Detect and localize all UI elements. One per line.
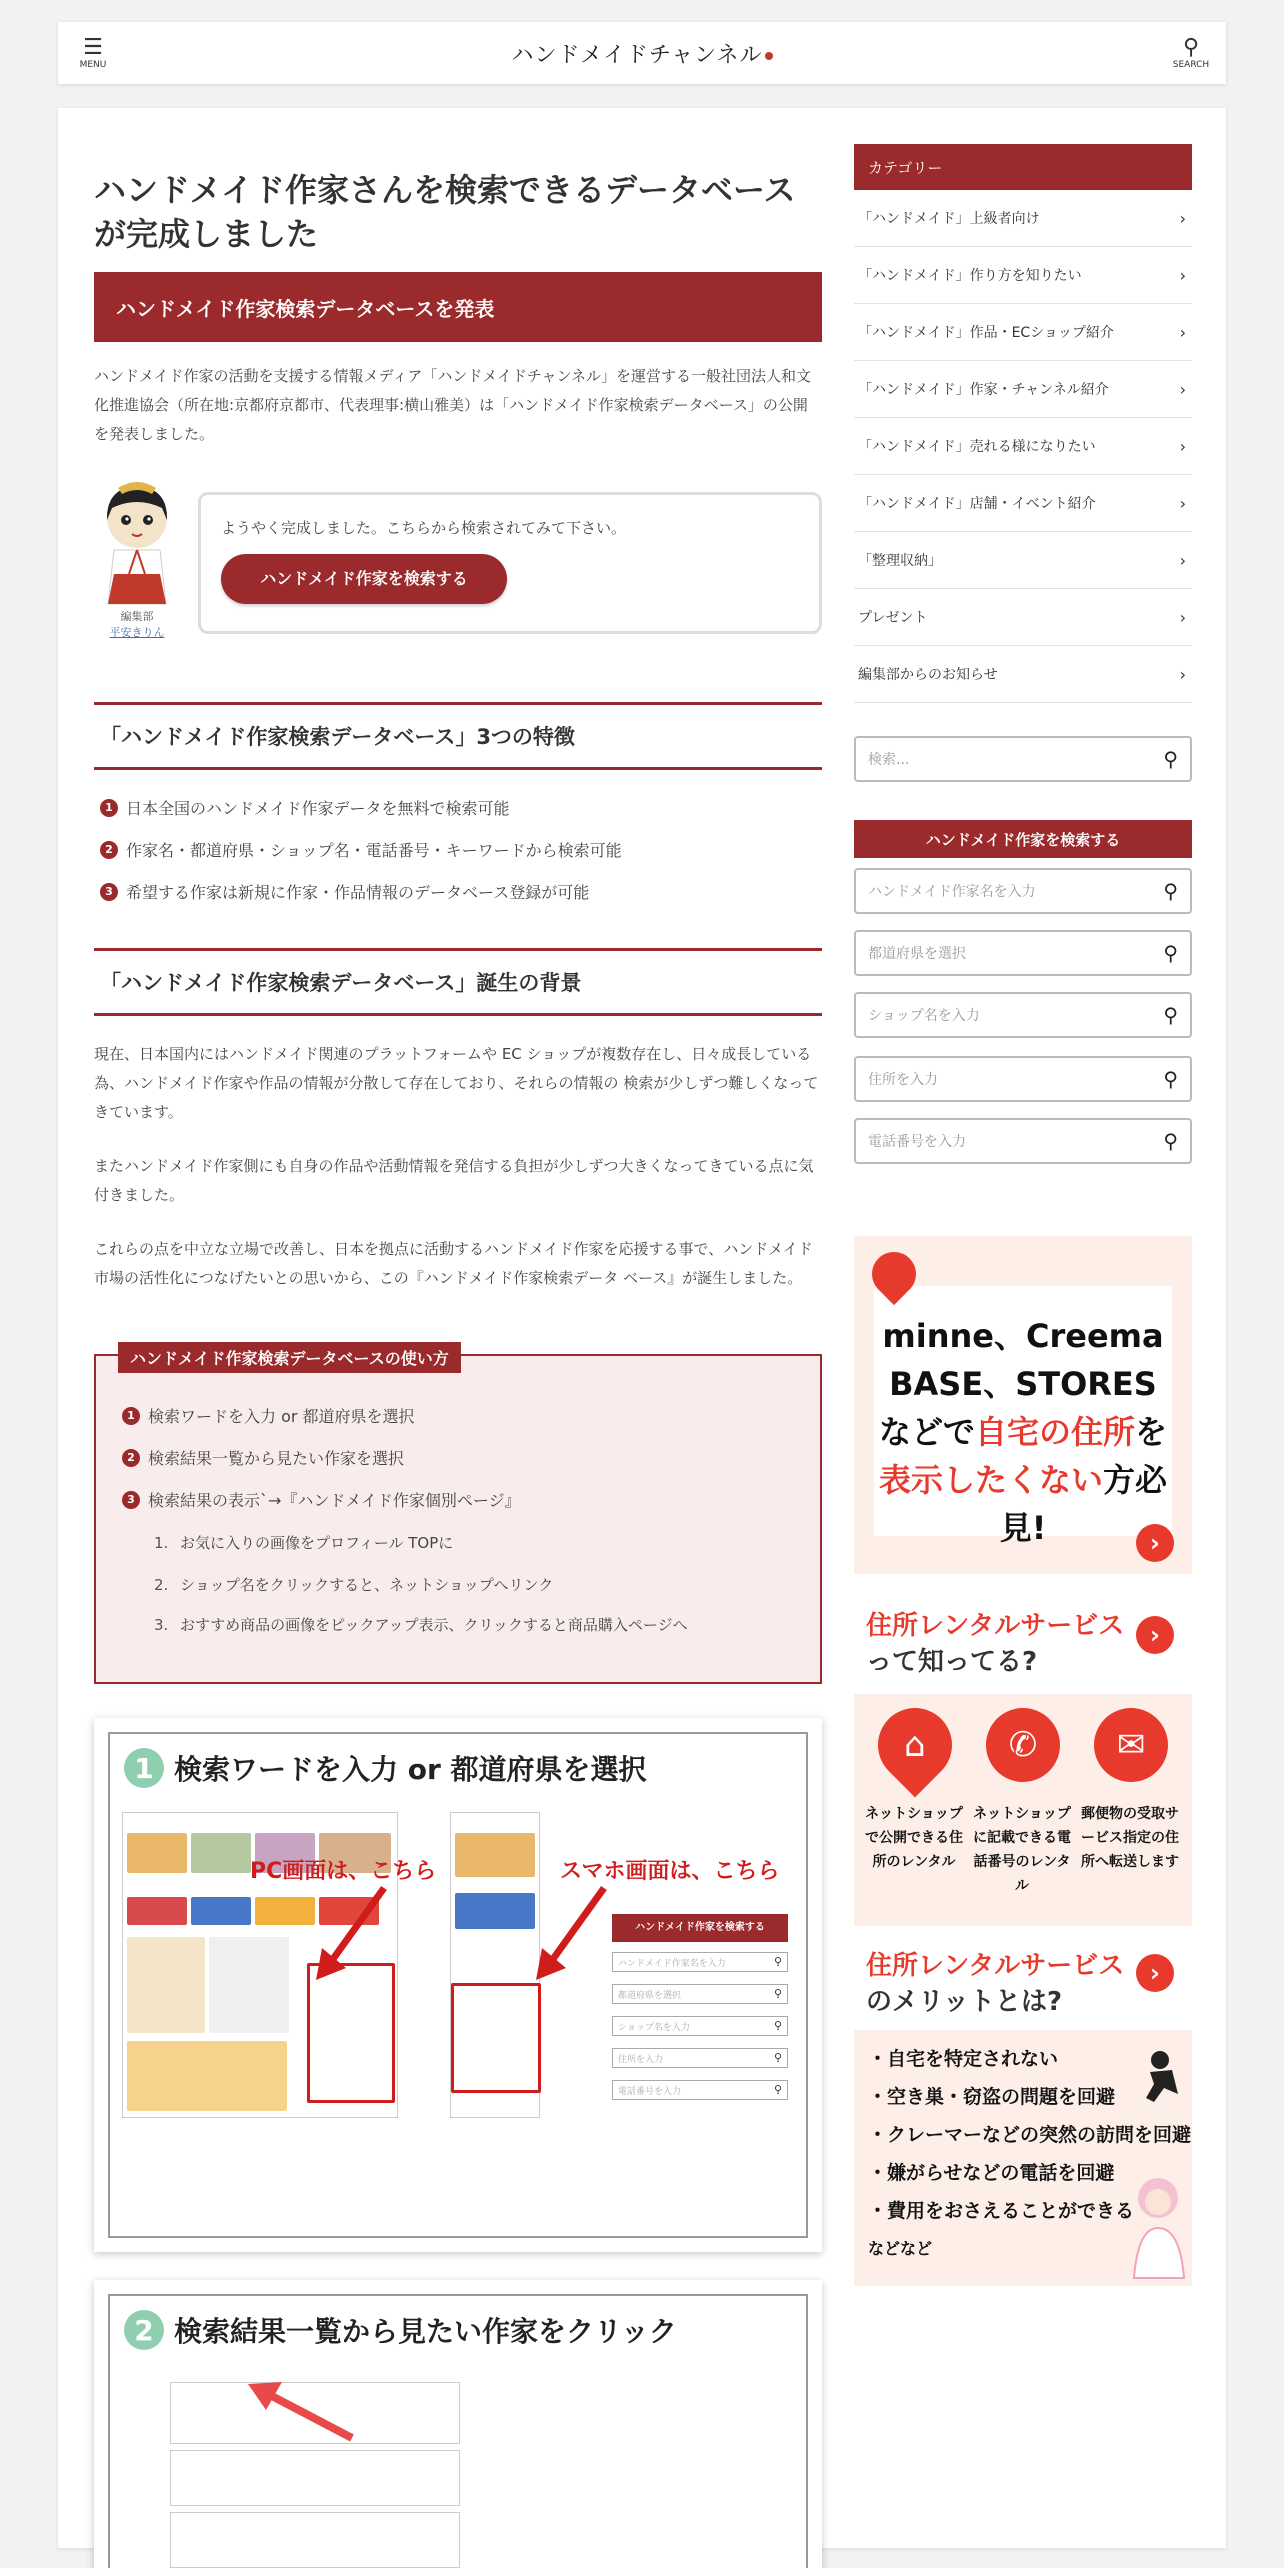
step-number-icon: 1 (124, 1748, 164, 1788)
logo-seal-icon (765, 52, 773, 60)
address-field[interactable] (854, 1056, 1192, 1102)
merit-item: ・クレーマーなどの突然の訪問を回避 (868, 2124, 1192, 2146)
banner-word: を (1135, 1413, 1168, 1451)
category-item[interactable] (854, 646, 1192, 703)
shop-name-field[interactable] (854, 992, 1192, 1038)
usage-step (122, 1488, 521, 1511)
menu-button[interactable] (70, 36, 116, 70)
category-label: 「ハンドメイド」店舗・イベント紹介 (858, 496, 1096, 512)
pc-label: PC画面は、こちら (250, 1859, 437, 1884)
mini-input: 住所を入力 ⚲ (612, 2048, 788, 2068)
sp-arrow-icon (530, 1884, 610, 1984)
author-role: 編集部 (120, 610, 154, 623)
sp-label: スマホ画面は、こちら (560, 1859, 780, 1884)
author-name-field[interactable] (854, 868, 1192, 914)
category-item[interactable] (854, 361, 1192, 418)
speech-balloon (198, 492, 822, 634)
step1-title-text: 検索ワードを入力 or 都道府県を選択 (174, 1753, 647, 1786)
announce-heading: ハンドメイド作家検索データベースを発表 (94, 272, 822, 342)
feature-text: 日本全国のハンドメイド作家データを無料で検索可能 (126, 799, 510, 818)
mini-input: ショップ名を入力 ⚲ (612, 2016, 788, 2036)
banner-line: minne、Creema (882, 1317, 1164, 1355)
screenshot-frame (108, 1732, 808, 2238)
field-placeholder: ハンドメイド作家名を入力 (868, 884, 1036, 900)
category-item[interactable] (854, 190, 1192, 247)
article-title-line2: が完成しました (94, 215, 319, 253)
hamburger-icon: ☰ (83, 35, 103, 60)
banner-word: 自宅の住所 (974, 1413, 1135, 1451)
arrow-right-icon: › (1136, 1524, 1174, 1562)
feature-item (100, 880, 589, 903)
chevron-right-icon: › (1179, 265, 1186, 285)
chevron-right-icon: › (1179, 493, 1186, 513)
category-item[interactable] (854, 304, 1192, 361)
feature-item (100, 838, 622, 861)
arrow-right-icon: › (1136, 1954, 1174, 1992)
category-label: 編集部からのお知らせ (858, 667, 998, 683)
merit-footer: などなど (868, 2239, 933, 2258)
category-label: 「整理収納」 (858, 553, 942, 569)
banner-heading: のメリットとは? (866, 1987, 1063, 2017)
merit-item: ・自宅を特定されない (868, 2048, 1059, 2070)
usage-step-text: 検索結果一覧から見たい作家を選択 (148, 1449, 405, 1468)
usage-step (122, 1446, 404, 1469)
category-item[interactable] (854, 475, 1192, 532)
step1-title (124, 1748, 647, 1788)
category-list (854, 190, 1192, 703)
background-heading: 「ハンドメイド作家検索データベース」誕生の背景 (94, 948, 822, 1016)
mail-icon: ✉ (1094, 1708, 1168, 1782)
woman-illustration-icon (1124, 2172, 1188, 2282)
prefecture-select[interactable] (854, 930, 1192, 976)
search-icon: ⚲ (1182, 35, 1200, 60)
feature-text: 希望する作家は新規に作家・作品情報のデータベース登録が可能 (126, 883, 590, 902)
search-icon[interactable]: ⚲ (1163, 1129, 1178, 1153)
category-label: 「ハンドメイド」作品・ECショップ紹介 (858, 325, 1114, 341)
site-header (58, 22, 1226, 84)
banner-line: BASE、STORES (889, 1365, 1157, 1403)
article-title-line1: ハンドメイド作家さんを検索できるデータベース (94, 171, 796, 209)
service-caption: 郵便物の受取サービス指定の住所へ転送します (1081, 1806, 1179, 1870)
phone-icon: ✆ (986, 1708, 1060, 1782)
avatar-illustration (96, 478, 178, 608)
category-label: プレゼント (858, 610, 928, 626)
banner-heading: 住所レンタルサービス (866, 1611, 1125, 1641)
number-badge: 1 (122, 1407, 140, 1425)
background-paragraph: またハンドメイド作家側にも自身の作品や活動情報を発信する負担が少しずつ大きくなってきている点に気付きました。 (94, 1157, 814, 1204)
usage-tag: ハンドメイド作家検索データベースの使い方 (118, 1342, 461, 1373)
sidebar (854, 144, 1192, 2258)
click-arrow-icon (240, 2376, 360, 2446)
field-placeholder: 住所を入力 (868, 1072, 938, 1088)
usage-step-text: 検索結果の表示`→『ハンドメイド作家個別ページ』 (148, 1491, 521, 1510)
usage-sub-text: おすすめ商品の画像をピックアップ表示、クリックすると商品購入ページへ (180, 1616, 688, 1634)
category-item[interactable] (854, 532, 1192, 589)
logo-text: ハンドメイドチャンネル (511, 42, 763, 68)
usage-sub-item: 2. ショップ名をクリックすると、ネットショップへリンク (154, 1576, 554, 1594)
field-placeholder: ショップ名を入力 (868, 1008, 980, 1024)
site-search-input[interactable] (854, 736, 1192, 782)
search-authors-button[interactable]: ハンドメイド作家を検索する (221, 554, 507, 604)
chevron-right-icon: › (1179, 379, 1186, 399)
service-caption: ネットショップで公開できる住所のレンタル (865, 1806, 963, 1870)
search-icon[interactable]: ⚲ (1163, 1003, 1178, 1027)
phone-field[interactable] (854, 1118, 1192, 1164)
screenshot-frame (108, 2294, 808, 2568)
banner-heading: って知ってる? (866, 1647, 1038, 1677)
background-paragraph: 現在、日本国内にはハンドメイド関連のプラットフォームや EC ショップが複数存在し、日々成長している為、ハンドメイド作家や作品の情報が分散して存在しており、それらの情報の 検索が少しずつ難しくなってきています。 (94, 1045, 819, 1121)
search-icon[interactable]: ⚲ (1163, 1067, 1178, 1091)
balloon-text: ようやく完成しました。こちらから検索されてみて下さい。 (221, 519, 627, 537)
number-badge: 2 (122, 1449, 140, 1467)
usage-sub-text: お気に入りの画像をプロフィール TOPに (180, 1534, 454, 1552)
category-item[interactable] (854, 247, 1192, 304)
number-badge: 3 (122, 1491, 140, 1509)
content-container (58, 108, 1226, 2548)
category-label: 「ハンドメイド」上級者向け (858, 211, 1040, 227)
category-heading: カテゴリー (854, 144, 1192, 190)
chevron-right-icon: › (1179, 607, 1186, 627)
chevron-right-icon: › (1179, 550, 1186, 570)
banner-word: 方必見! (999, 1461, 1168, 1547)
feature-text: 作家名・都道府県・ショップ名・電話番号・キーワードから検索可能 (126, 841, 622, 860)
field-placeholder: 電話番号を入力 (868, 1134, 966, 1150)
mini-input: ハンドメイド作家名を入力 ⚲ (612, 1952, 788, 1972)
usage-step (122, 1404, 415, 1427)
field-placeholder: 都道府県を選択 (868, 946, 966, 962)
burglar-illustration-icon (1134, 2048, 1182, 2104)
article-title (94, 168, 822, 256)
number-badge: 2 (100, 841, 118, 859)
banner-text (874, 1312, 1172, 1552)
usage-sub-item: 1. お気に入りの画像をプロフィール TOPに (154, 1534, 454, 1552)
search-label: SEARCH (1172, 60, 1210, 70)
result-card-mock (170, 2512, 460, 2568)
chevron-right-icon: › (1179, 322, 1186, 342)
chevron-right-icon: › (1179, 436, 1186, 456)
merit-item: ・費用をおさえることができる (868, 2200, 1135, 2222)
arrow-right-icon: › (1136, 1616, 1174, 1654)
address-rental-banner[interactable] (854, 1236, 1192, 1574)
smartphone-screen-mock (450, 1812, 540, 2118)
banner-word: 表示したくない (878, 1461, 1103, 1499)
background-paragraph: これらの点を中立な立場で改善し、日本を拠点に活動するハンドメイド作家を応援する事で、ハンドメイド市場の活性化につなげたいとの思いから、この『ハンドメイド作家検索データ ベース』が誕生しました。 (94, 1240, 813, 1287)
step2-title-text: 検索結果一覧から見たい作家をクリック (174, 2315, 677, 2348)
banner-word: などで (878, 1413, 975, 1451)
mini-search-button: ハンドメイド作家を検索する (612, 1914, 788, 1942)
search-icon[interactable]: ⚲ (1163, 879, 1178, 903)
pc-arrow-icon (310, 1884, 390, 1984)
service-caption: ネットショップに記載できる電話番号のレンタル (973, 1806, 1071, 1894)
step2-title (124, 2310, 677, 2350)
usage-sub-text: ショップ名をクリックすると、ネットショップへリンク (180, 1576, 554, 1594)
number-badge: 1 (100, 799, 118, 817)
step-number-icon: 2 (124, 2310, 164, 2350)
chevron-right-icon: › (1179, 664, 1186, 684)
category-label: 「ハンドメイド」作り方を知りたい (858, 268, 1082, 284)
search-placeholder: 検索... (868, 752, 910, 768)
category-label: 「ハンドメイド」作家・チャンネル紹介 (858, 382, 1109, 398)
category-item[interactable] (854, 418, 1192, 475)
site-logo[interactable] (511, 38, 772, 69)
banner-line (874, 1456, 1172, 1552)
mini-input: 電話番号を入力 ⚲ (612, 2080, 788, 2100)
usage-box (94, 1349, 822, 1684)
banner-line (874, 1408, 1172, 1456)
category-label: 「ハンドメイド」売れる様になりたい (858, 439, 1096, 455)
merit-item: ・嫌がらせなどの電話を回避 (868, 2162, 1115, 2184)
menu-label: MENU (79, 60, 107, 70)
search-icon[interactable]: ⚲ (1163, 941, 1178, 965)
feature-item (100, 796, 510, 819)
author-avatar (94, 478, 180, 640)
step2-screenshot (94, 2280, 822, 2568)
usage-sub-item: 3. おすすめ商品の画像をピックアップ表示、クリックすると商品購入ページへ (154, 1616, 688, 1634)
author-name-link[interactable]: 平安きりん (109, 626, 165, 639)
rental-merits-banner[interactable] (854, 1948, 1192, 2286)
result-card-mock (170, 2450, 460, 2506)
home-icon: ⌂ (863, 1693, 968, 1798)
search-icon[interactable]: ⚲ (1163, 747, 1178, 771)
author-search-button[interactable]: ハンドメイド作家を検索する (854, 820, 1192, 858)
intro-paragraph: ハンドメイド作家の活動を支援する情報メディア「ハンドメイドチャンネル」を運営する一般社団法人和文化推進協会（所在地:京都府京都市、代表理事:横山雅美）は「ハンドメイド作家検索データベース」の公開を発表しました。 (94, 367, 812, 443)
usage-step-text: 検索ワードを入力 or 都道府県を選択 (148, 1407, 415, 1426)
features-heading: 「ハンドメイド作家検索データベース」3つの特徴 (94, 702, 822, 770)
number-badge: 3 (100, 883, 118, 901)
search-button[interactable] (1168, 36, 1214, 70)
rental-intro-banner[interactable] (854, 1598, 1192, 1926)
step1-screenshot (94, 1718, 822, 2252)
category-item[interactable] (854, 589, 1192, 646)
chevron-right-icon: › (1179, 208, 1186, 228)
merit-item: ・空き巣・窃盗の問題を回避 (868, 2086, 1116, 2108)
banner-heading: 住所レンタルサービス (866, 1951, 1125, 1981)
mini-input: 都道府県を選択 ⚲ (612, 1984, 788, 2004)
